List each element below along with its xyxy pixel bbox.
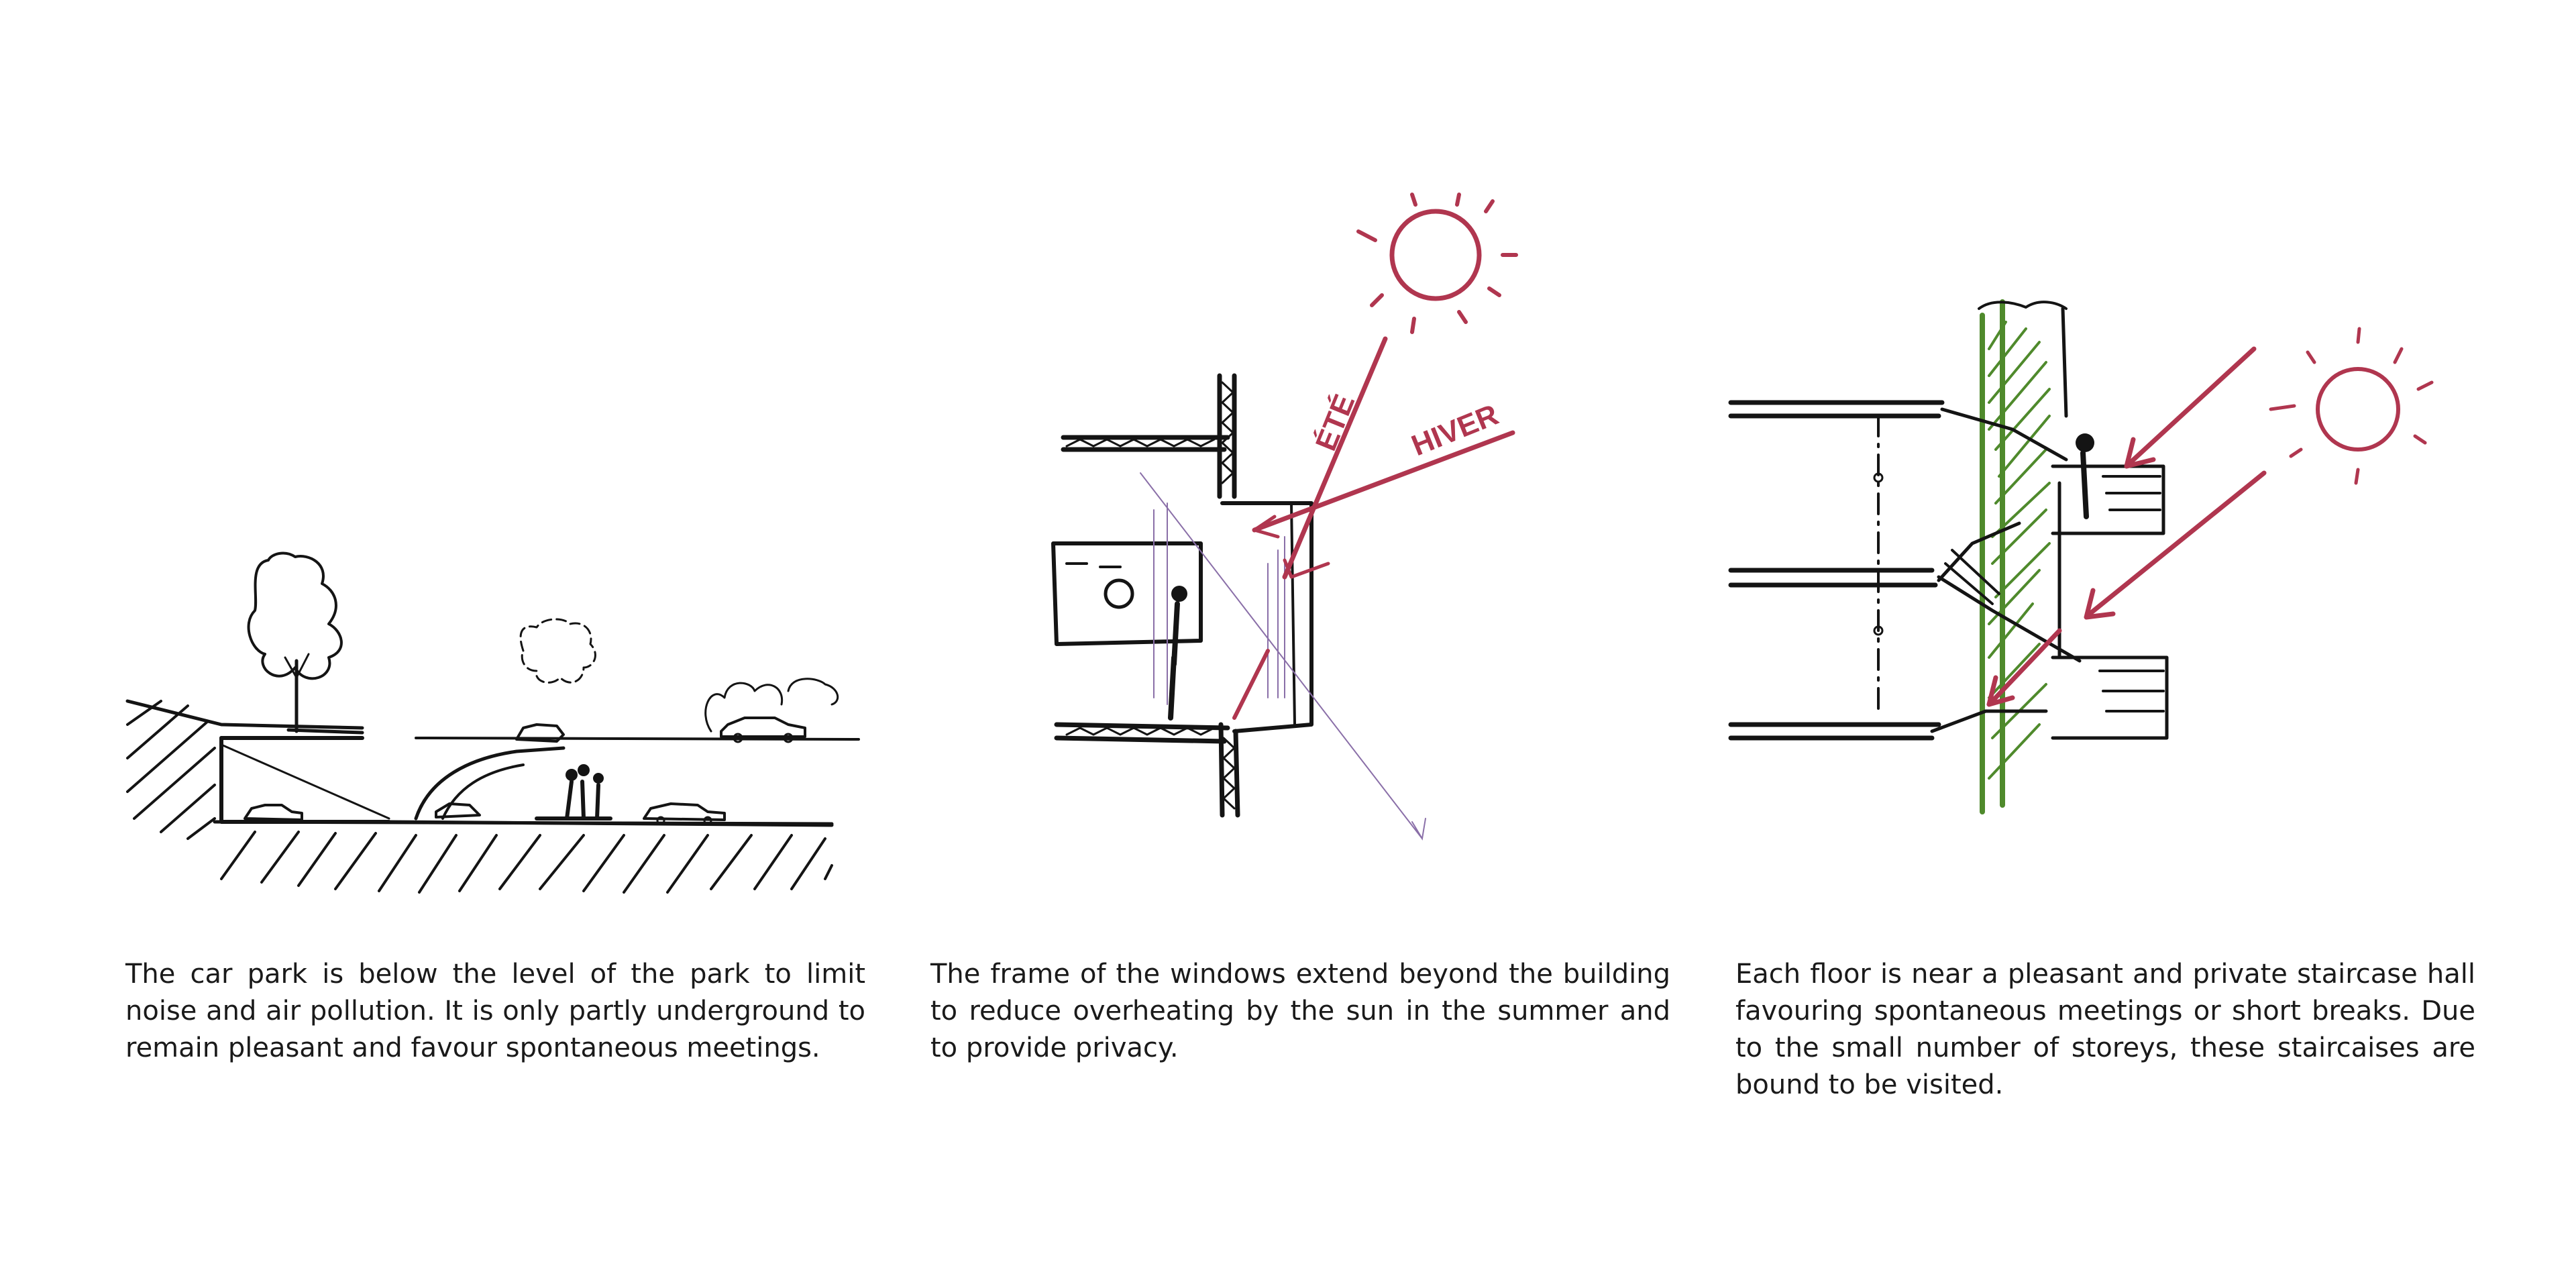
- car-icon: [245, 805, 302, 820]
- people-icon: [566, 764, 604, 818]
- earth-hatching-icon: [127, 701, 215, 839]
- car-icon: [644, 804, 724, 824]
- winter-label: HIVER: [1407, 398, 1503, 463]
- window-frame-section-sketch: [1046, 188, 1556, 852]
- vegetation-icon: [1982, 302, 2049, 812]
- sun-icon: [1358, 195, 1516, 332]
- person-icon: [1106, 580, 1187, 718]
- window-frame-caption: The frame of the windows extend beyond the building to reduce overheating by the sun in the summer and to provide privacy.: [930, 959, 1670, 1063]
- car-park-caption: The car park is below the level of the park to limit noise and air pollution. It is only partly underground to remain pleasant and favour spontaneous meetings.: [125, 959, 865, 1063]
- car-park-section-sketch: [121, 523, 885, 926]
- staircase-section-sketch: [1731, 282, 2469, 832]
- sun-icon: [2271, 329, 2432, 483]
- car-icon: [436, 804, 480, 817]
- tree-icon: [249, 553, 341, 731]
- staircase-caption: Each floor is near a pleasant and private staircase hall favouring spontaneous meetings or short breaks. Due to the small number of storeys, these staircaises are bound to be visited.: [1735, 959, 2475, 1100]
- earth-hatching-icon: [221, 832, 832, 892]
- person-icon: [2076, 433, 2094, 517]
- summer-label: ÉTÉ: [1309, 390, 1362, 456]
